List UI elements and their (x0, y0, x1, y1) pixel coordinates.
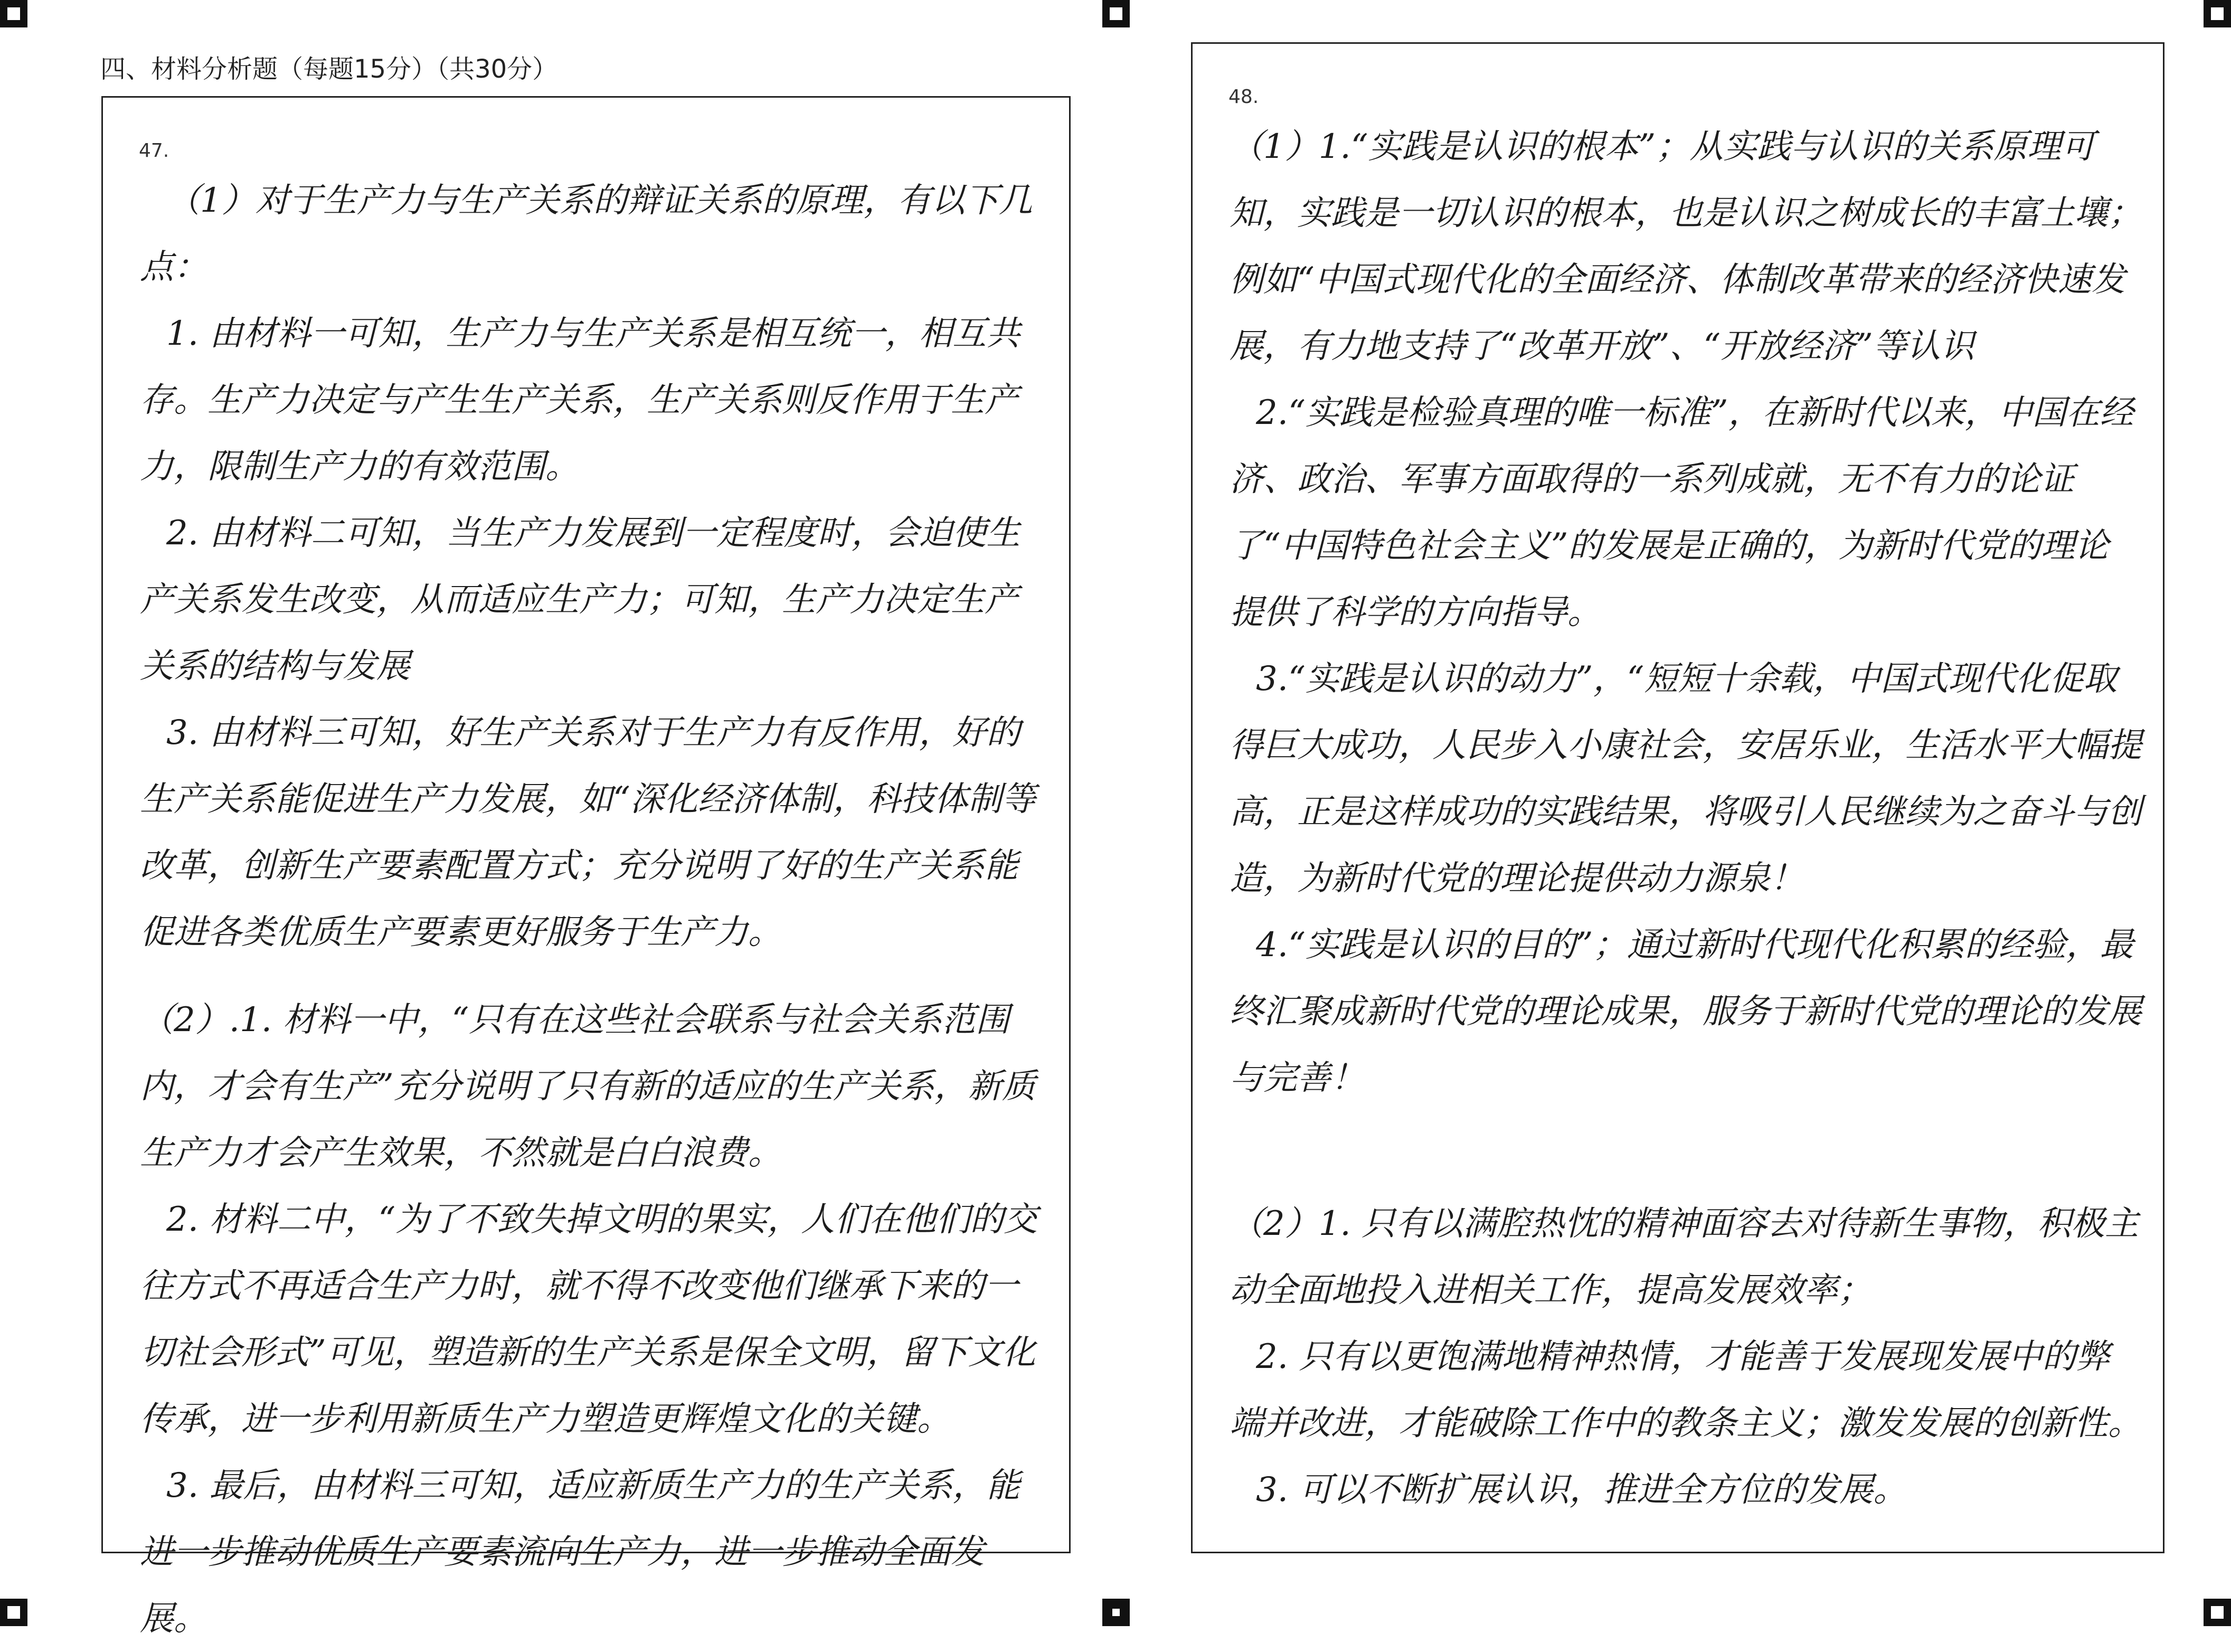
answer-paragraph: 4.“实践是认识的目的”；通过新时代现代化积累的经验，最终汇聚成新时代党的理论成果，服务于新时代党的理论的发展与完善！ (1230, 926, 2142, 1098)
answer-paragraph: （1）对于生产力与生产关系的辩证关系的原理，有以下几点： (140, 181, 1033, 287)
question-number-47: 47. (139, 140, 169, 162)
section-title: 四、材料分析题（每题15分）（共30分） (100, 54, 558, 84)
answer-paragraph: （1）1.“实践是认识的根本”；从实践与认识的关系原理可知，实践是一切认识的根本，也是认识之树成长的丰富土壤；例如“中国式现代化的全面经济、体制改革带来的经济快速发展，有力地支持了“改革开放”、“开放经济”等认识 (1230, 127, 2142, 366)
answer-paragraph: 3. 可以不断扩展认识，推进全方位的发展。 (1256, 1470, 1907, 1509)
answer-paragraph: 2.“实践是检验真理的唯一标准”，在新时代以来，中国在经济、政治、军事方面取得的一系列成就，无不有力的论证了“中国特色社会主义”的发展是正确的，为新时代党的理论提供了科学的方向指导。 (1230, 393, 2134, 632)
answer-paragraph: （2）.1. 材料一中，“只有在这些社会联系与社会关系范围内，才会有生产”充分说明了只有新的适应的生产关系，新质生产力才会产生效果，不然就是白白浪费。 (140, 1000, 1036, 1173)
answer-paragraph: 3.“实践是认识的动力”，“短短十余载，中国式现代化促取得巨大成功，人民步入小康社会，安居乐业，生活水平大幅提高，正是这样成功的实践结果，将吸引人民继续为之奋斗与创造，为新时代党的理论提供动力源泉！ (1230, 659, 2142, 898)
answer-paragraph: 2. 材料二中，“为了不致失掉文明的果实，人们在他们的交往方式不再适合生产力时，就不得不改变他们继承下来的一切社会形式”可见，塑造新的生产关系是保全文明，留下文化传承，进一步利用新质生产力塑造更辉煌文化的关键。 (140, 1200, 1038, 1439)
handwritten-answer-47 (140, 167, 1048, 1652)
answer-paragraph: 1. 由材料一可知，生产力与生产关系是相互统一，相互共存。生产力决定与产生生产关系，生产关系则反作用于生产力，限制生产力的有效范围。 (140, 314, 1020, 486)
answer-paragraph: 3. 最后，由材料三可知，适应新质生产力的生产关系，能进一步推动优质生产要素流向生产力，进一步推动全面发展。 (140, 1466, 1020, 1638)
handwritten-answer-48 (1230, 114, 2142, 1523)
answer-box-48 (1191, 42, 2164, 1553)
question-number-48: 48. (1228, 86, 1259, 108)
answer-box-47 (101, 96, 1071, 1638)
corner-marker-bottom-right (2204, 1599, 2231, 1626)
corner-marker-bottom-center (1102, 1599, 1130, 1626)
answer-paragraph: 2. 由材料二可知，当生产力发展到一定程度时，会迫使生产关系发生改变，从而适应生产力；可知，生产力决定生产关系的结构与发展 (140, 514, 1020, 686)
answer-paragraph: 3. 由材料三可知，好生产关系对于生产力有反作用，好的生产关系能促进生产力发展，如“深化经济体制，科技体制等改革，创新生产要素配置方式；充分说明了好的生产关系能促进各类优质生产要素更好服务于生产力。 (140, 713, 1036, 952)
answer-paragraph: 2. 只有以更饱满地精神热情，才能善于发展现发展中的弊端并改进，才能破除工作中的教条主义；激发发展的创新性。 (1230, 1337, 2142, 1443)
corner-marker-bottom-left (0, 1599, 27, 1626)
corner-marker-top-left (0, 0, 27, 27)
corner-marker-top-center (1102, 0, 1130, 27)
corner-marker-top-right (2204, 0, 2231, 27)
answer-paragraph: （2）1. 只有以满腔热忱的精神面容去对待新生事物，积极主动全面地投入进相关工作，提高发展效率； (1230, 1204, 2139, 1310)
